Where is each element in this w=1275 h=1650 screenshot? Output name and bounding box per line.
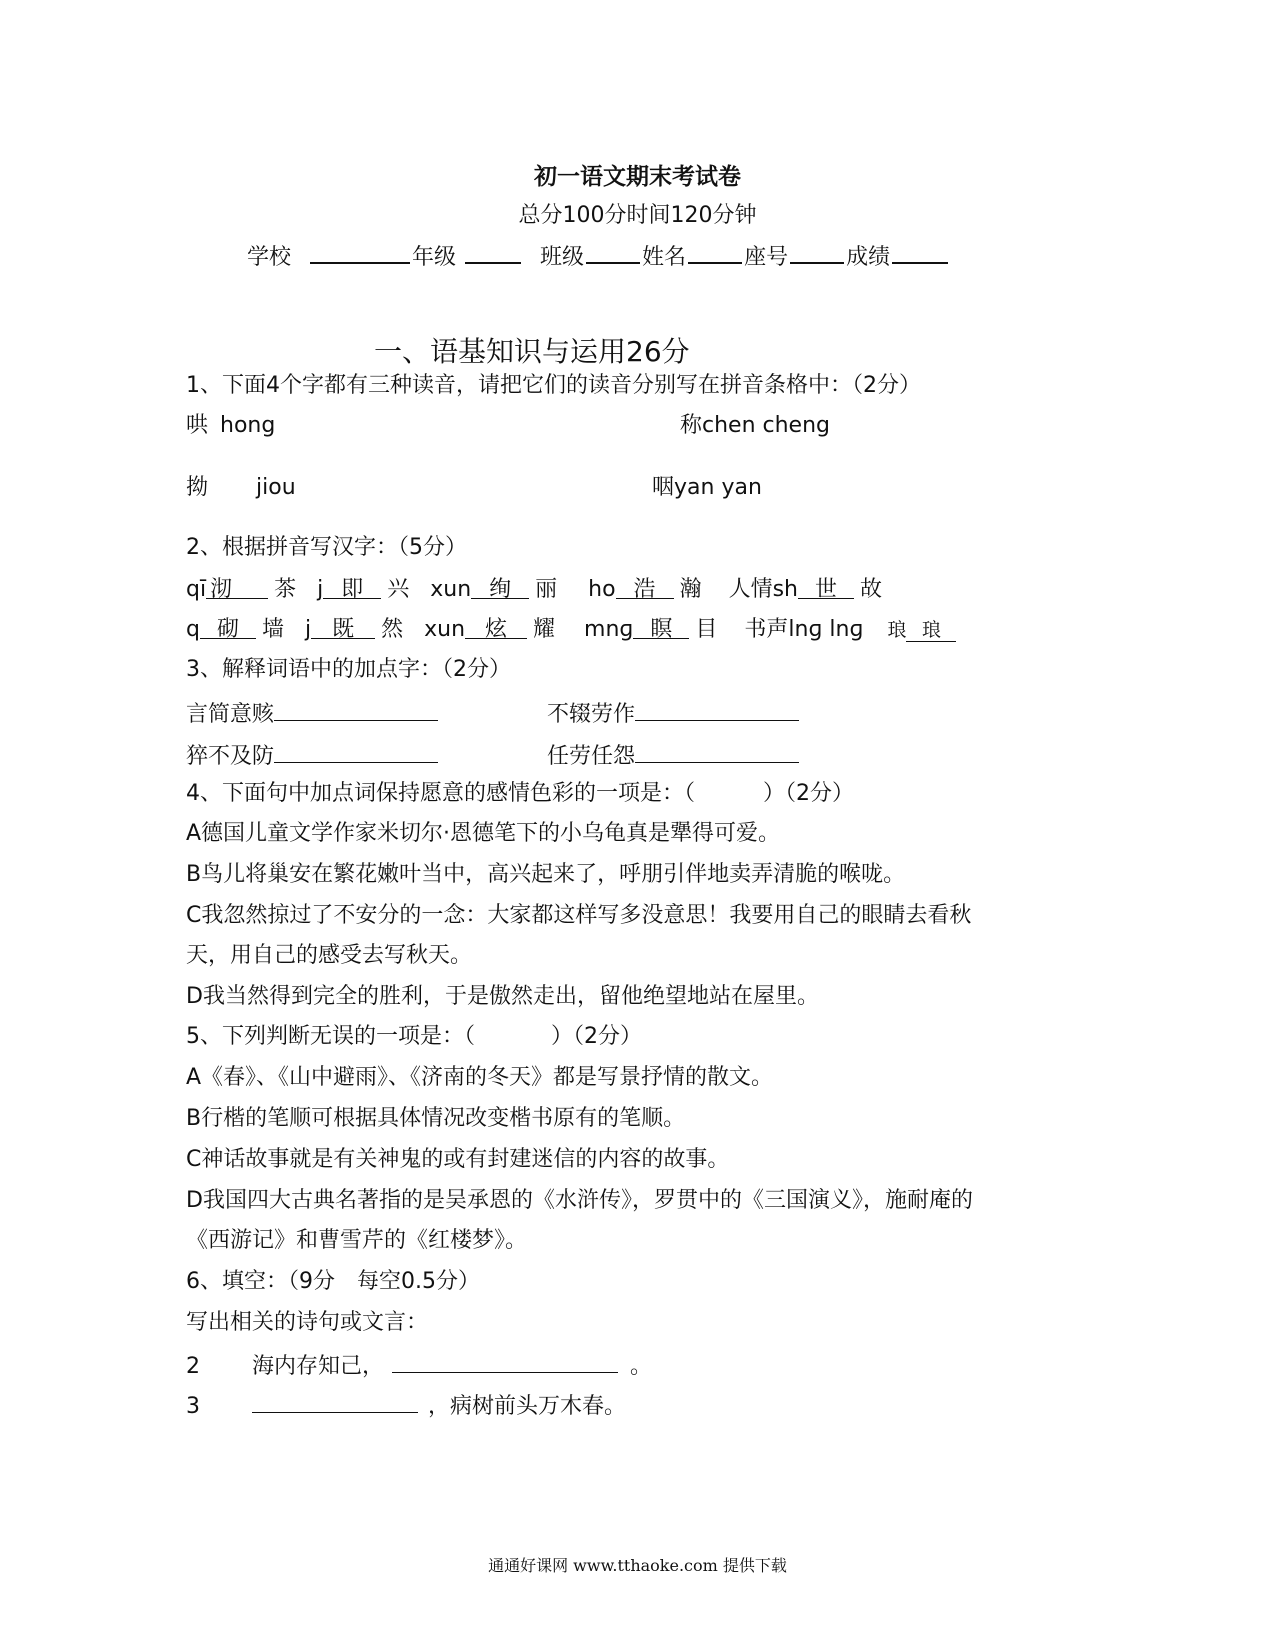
- q5-option-b: B行楷的笔顺可根据具体情况改变楷书原有的笔顺。: [186, 1106, 686, 1131]
- q1-item3: 拗 jiou: [186, 475, 296, 500]
- q4-option-c-line2: 天，用自己的感受去写秋天。: [186, 943, 473, 968]
- q4-option-a: A德国儿童文学作家米切尔·恩德笔下的小乌龟真是犟得可爱。: [186, 821, 781, 846]
- page-title: 初一语文期末考试卷: [534, 164, 741, 190]
- q3-word-4: 任劳任怨: [547, 736, 799, 770]
- q4-option-c-line1: C我忽然掠过了不安分的一念：大家都这样写多没意思！我要用自己的眼睛去看秋: [186, 903, 972, 928]
- q3-word-2: 不辍劳作: [547, 694, 799, 728]
- q2-prompt: 2、根据拼音写汉字：（5分）: [186, 535, 467, 560]
- q2-row2: q 砌 墙 j 既 然 xun 炫 耀 mnɡ 瞑 目 书声lnɡ lnɡ 琅 琅: [186, 612, 956, 643]
- score-label: 成绩: [846, 245, 891, 270]
- school-label: 学校: [247, 245, 292, 270]
- school-blank: [310, 240, 410, 264]
- q6-answer-2[interactable]: [252, 1386, 418, 1413]
- q6-item-1: 2 海内存知己， 。: [186, 1346, 652, 1380]
- q3-word-3: 猝不及防: [186, 736, 438, 770]
- q1-item4: 咽yan yan: [652, 475, 762, 500]
- page-subtitle: 总分100分时间120分钟: [518, 203, 757, 228]
- q5-option-c: C神话故事就是有关神鬼的或有封建迷信的内容的故事。: [186, 1147, 730, 1172]
- q2-row1: qī 沏 茶 j 即 兴 xun 绚 丽 ho 浩 瀚 人情sh 世 故: [186, 572, 882, 603]
- q4-prompt: 4、下面句中加点词保持愿意的感情色彩的一项是：（ ）（2分）: [186, 781, 854, 806]
- q3-answer-1[interactable]: [274, 694, 438, 721]
- section-title: 一、语基知识与运用26分: [374, 335, 690, 368]
- q1-prompt: 1、下面4个字都有三种读音，请把它们的读音分别写在拼音条格中：（2分）: [186, 373, 921, 398]
- name-label: 姓名: [642, 245, 687, 270]
- grade-blank: [465, 240, 521, 264]
- score-blank: [892, 240, 948, 264]
- q6-prompt: 6、填空：（9分 每空0.5分）: [186, 1269, 480, 1294]
- class-blank: [586, 240, 640, 264]
- class-label: 班级: [540, 245, 585, 270]
- q3-answer-2[interactable]: [635, 694, 799, 721]
- grade-label: 年级: [412, 245, 457, 270]
- footer-text: 通通好课网 www.tthaoke.com 提供下载: [488, 1556, 787, 1575]
- q5-option-d-line2: 《西游记》和曹雪芹的《红楼梦》。: [186, 1228, 528, 1253]
- q3-word-1: 言简意赅: [186, 694, 438, 728]
- q6-answer-1[interactable]: [392, 1346, 618, 1373]
- q6-item-2: 3 ，病树前头万木春。: [186, 1386, 626, 1420]
- q4-option-b: B鸟儿将巢安在繁花嫩叶当中，高兴起来了，呼朋引伴地卖弄清脆的喉咙。: [186, 862, 906, 887]
- q3-answer-3[interactable]: [274, 736, 438, 763]
- q4-option-d: D我当然得到完全的胜利，于是傲然走出，留他绝望地站在屋里。: [186, 984, 819, 1009]
- q3-answer-4[interactable]: [635, 736, 799, 763]
- q5-option-a: A《春》、《山中避雨》、《济南的冬天》都是写景抒情的散文。: [186, 1065, 774, 1090]
- q5-prompt: 5、下列判断无误的一项是：（ ）（2分）: [186, 1024, 642, 1049]
- q5-option-d-line1: D我国四大古典名著指的是吴承恩的《水浒传》，罗贯中的《三国演义》，施耐庵的: [186, 1188, 973, 1213]
- student-info-row: [247, 240, 950, 271]
- q1-item1: 哄 hong: [186, 413, 276, 438]
- seat-blank: [790, 240, 844, 264]
- q1-item2: 称chen cheng: [680, 413, 830, 438]
- q6-subprompt: 写出相关的诗句或文言：: [186, 1310, 429, 1335]
- seat-label: 座号: [744, 245, 789, 270]
- q3-prompt: 3、解释词语中的加点字：（2分）: [186, 657, 511, 682]
- name-blank: [688, 240, 742, 264]
